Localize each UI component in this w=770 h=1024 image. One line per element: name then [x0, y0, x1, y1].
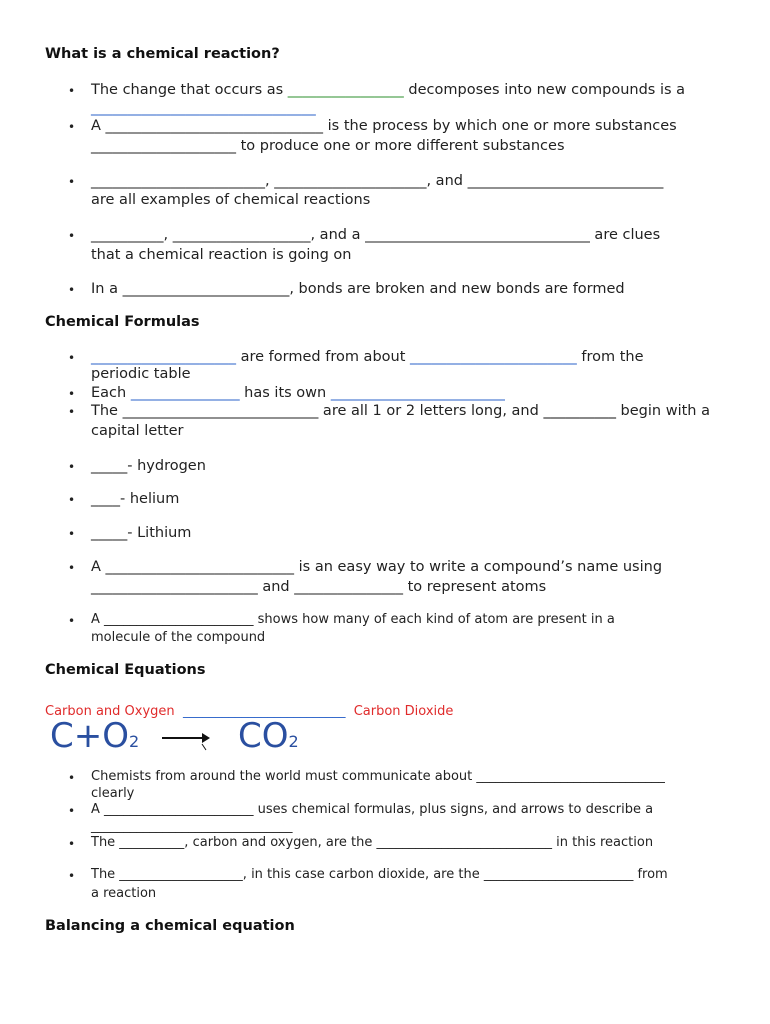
bullet: •	[68, 387, 76, 401]
bullet-text: Each _______________ has its own ________________________	[91, 385, 505, 401]
bullet-text: Chemists from around the world must communicate about _____________________________	[91, 769, 665, 784]
blank[interactable]: __________	[543, 403, 616, 419]
bullet: •	[68, 837, 76, 851]
bullet: •	[68, 120, 76, 134]
bullet: •	[68, 175, 76, 189]
bullet-text: capital letter	[91, 423, 184, 439]
bullet-text: _______________________ and _______________ to represent atoms	[91, 579, 547, 595]
bullet-text: molecule of the compound	[91, 630, 266, 645]
bullet: •	[68, 460, 76, 474]
blank[interactable]: _______________________________	[91, 100, 316, 116]
bullet-text: _______________________________	[91, 819, 293, 834]
bullet: •	[68, 527, 76, 541]
bullet: •	[68, 804, 76, 818]
blank[interactable]: ________________________	[330, 385, 505, 401]
bullet: •	[68, 405, 76, 419]
arrow-icon	[160, 730, 210, 754]
bullet-text: The __________, carbon and oxygen, are the ___________________________ in this reaction	[91, 835, 654, 850]
bullet-text: A ______________________________ is the process by which one or more substances	[91, 118, 677, 134]
bullet: •	[68, 869, 76, 883]
bullet: •	[68, 561, 76, 575]
bullet: •	[68, 771, 76, 785]
blank[interactable]: ____________________	[91, 349, 236, 365]
equation-words: Carbon and Oxygen _________________________ Carbon Dioxide	[45, 704, 454, 719]
bullet-text: ________________________, _____________________, and ___________________________	[91, 173, 664, 189]
bullet: •	[68, 229, 76, 243]
blank[interactable]: _______________________	[410, 349, 577, 365]
equation-product: CO2	[238, 716, 299, 756]
bullet-text: are all examples of chemical reactions	[91, 192, 371, 208]
bullet-text: clearly	[91, 786, 135, 801]
section-title-reaction: What is a chemical reaction?	[45, 46, 280, 62]
bullet: •	[68, 493, 76, 507]
bullet-text: ____________________ are formed from about _______________________ from the	[91, 349, 644, 365]
bullet-text: a reaction	[91, 886, 157, 901]
bullet: •	[68, 283, 76, 297]
blank[interactable]: _______________	[130, 385, 240, 401]
bullet-text: that a chemical reaction is going on	[91, 247, 352, 263]
section-title-formulas: Chemical Formulas	[45, 314, 200, 330]
blank[interactable]: _________________________	[182, 704, 346, 719]
bullet-text: In a _______________________, bonds are broken and new bonds are formed	[91, 281, 625, 297]
bullet-text: The change that occurs as ________________ decomposes into new compounds is a	[91, 82, 686, 98]
bullet-text: The ___________________________ are all 1 or 2 letters long, and __________ begin with a	[91, 403, 710, 419]
bullet-text: _____- Lithium	[91, 525, 192, 541]
bullet: •	[68, 351, 76, 365]
bullet-text: periodic table	[91, 366, 191, 382]
bullet-text: ____________________ to produce one or more different substances	[91, 138, 565, 154]
section-title-balancing: Balancing a chemical equation	[45, 918, 295, 934]
equation-reactants: C+O2	[50, 716, 140, 756]
bullet: •	[68, 84, 76, 98]
bullet-text: ____- helium	[91, 491, 180, 507]
bullet: •	[68, 614, 76, 628]
bullet-text: __________, ___________________, and a _______________________________ are clues	[91, 227, 661, 243]
section-title-equations: Chemical Equations	[45, 662, 206, 678]
bullet-text: The ___________________, in this case carbon dioxide, are the _______________________ from	[91, 867, 668, 882]
bullet-text: A _______________________ shows how many of each kind of atom are present in a	[91, 612, 615, 627]
bullet-text: A _______________________ uses chemical formulas, plus signs, and arrows to describe a	[91, 802, 654, 817]
blank[interactable]: ________________	[287, 82, 404, 98]
bullet-text: _____- hydrogen	[91, 458, 206, 474]
bullet-text: A __________________________ is an easy way to write a compound’s name using	[91, 559, 663, 575]
